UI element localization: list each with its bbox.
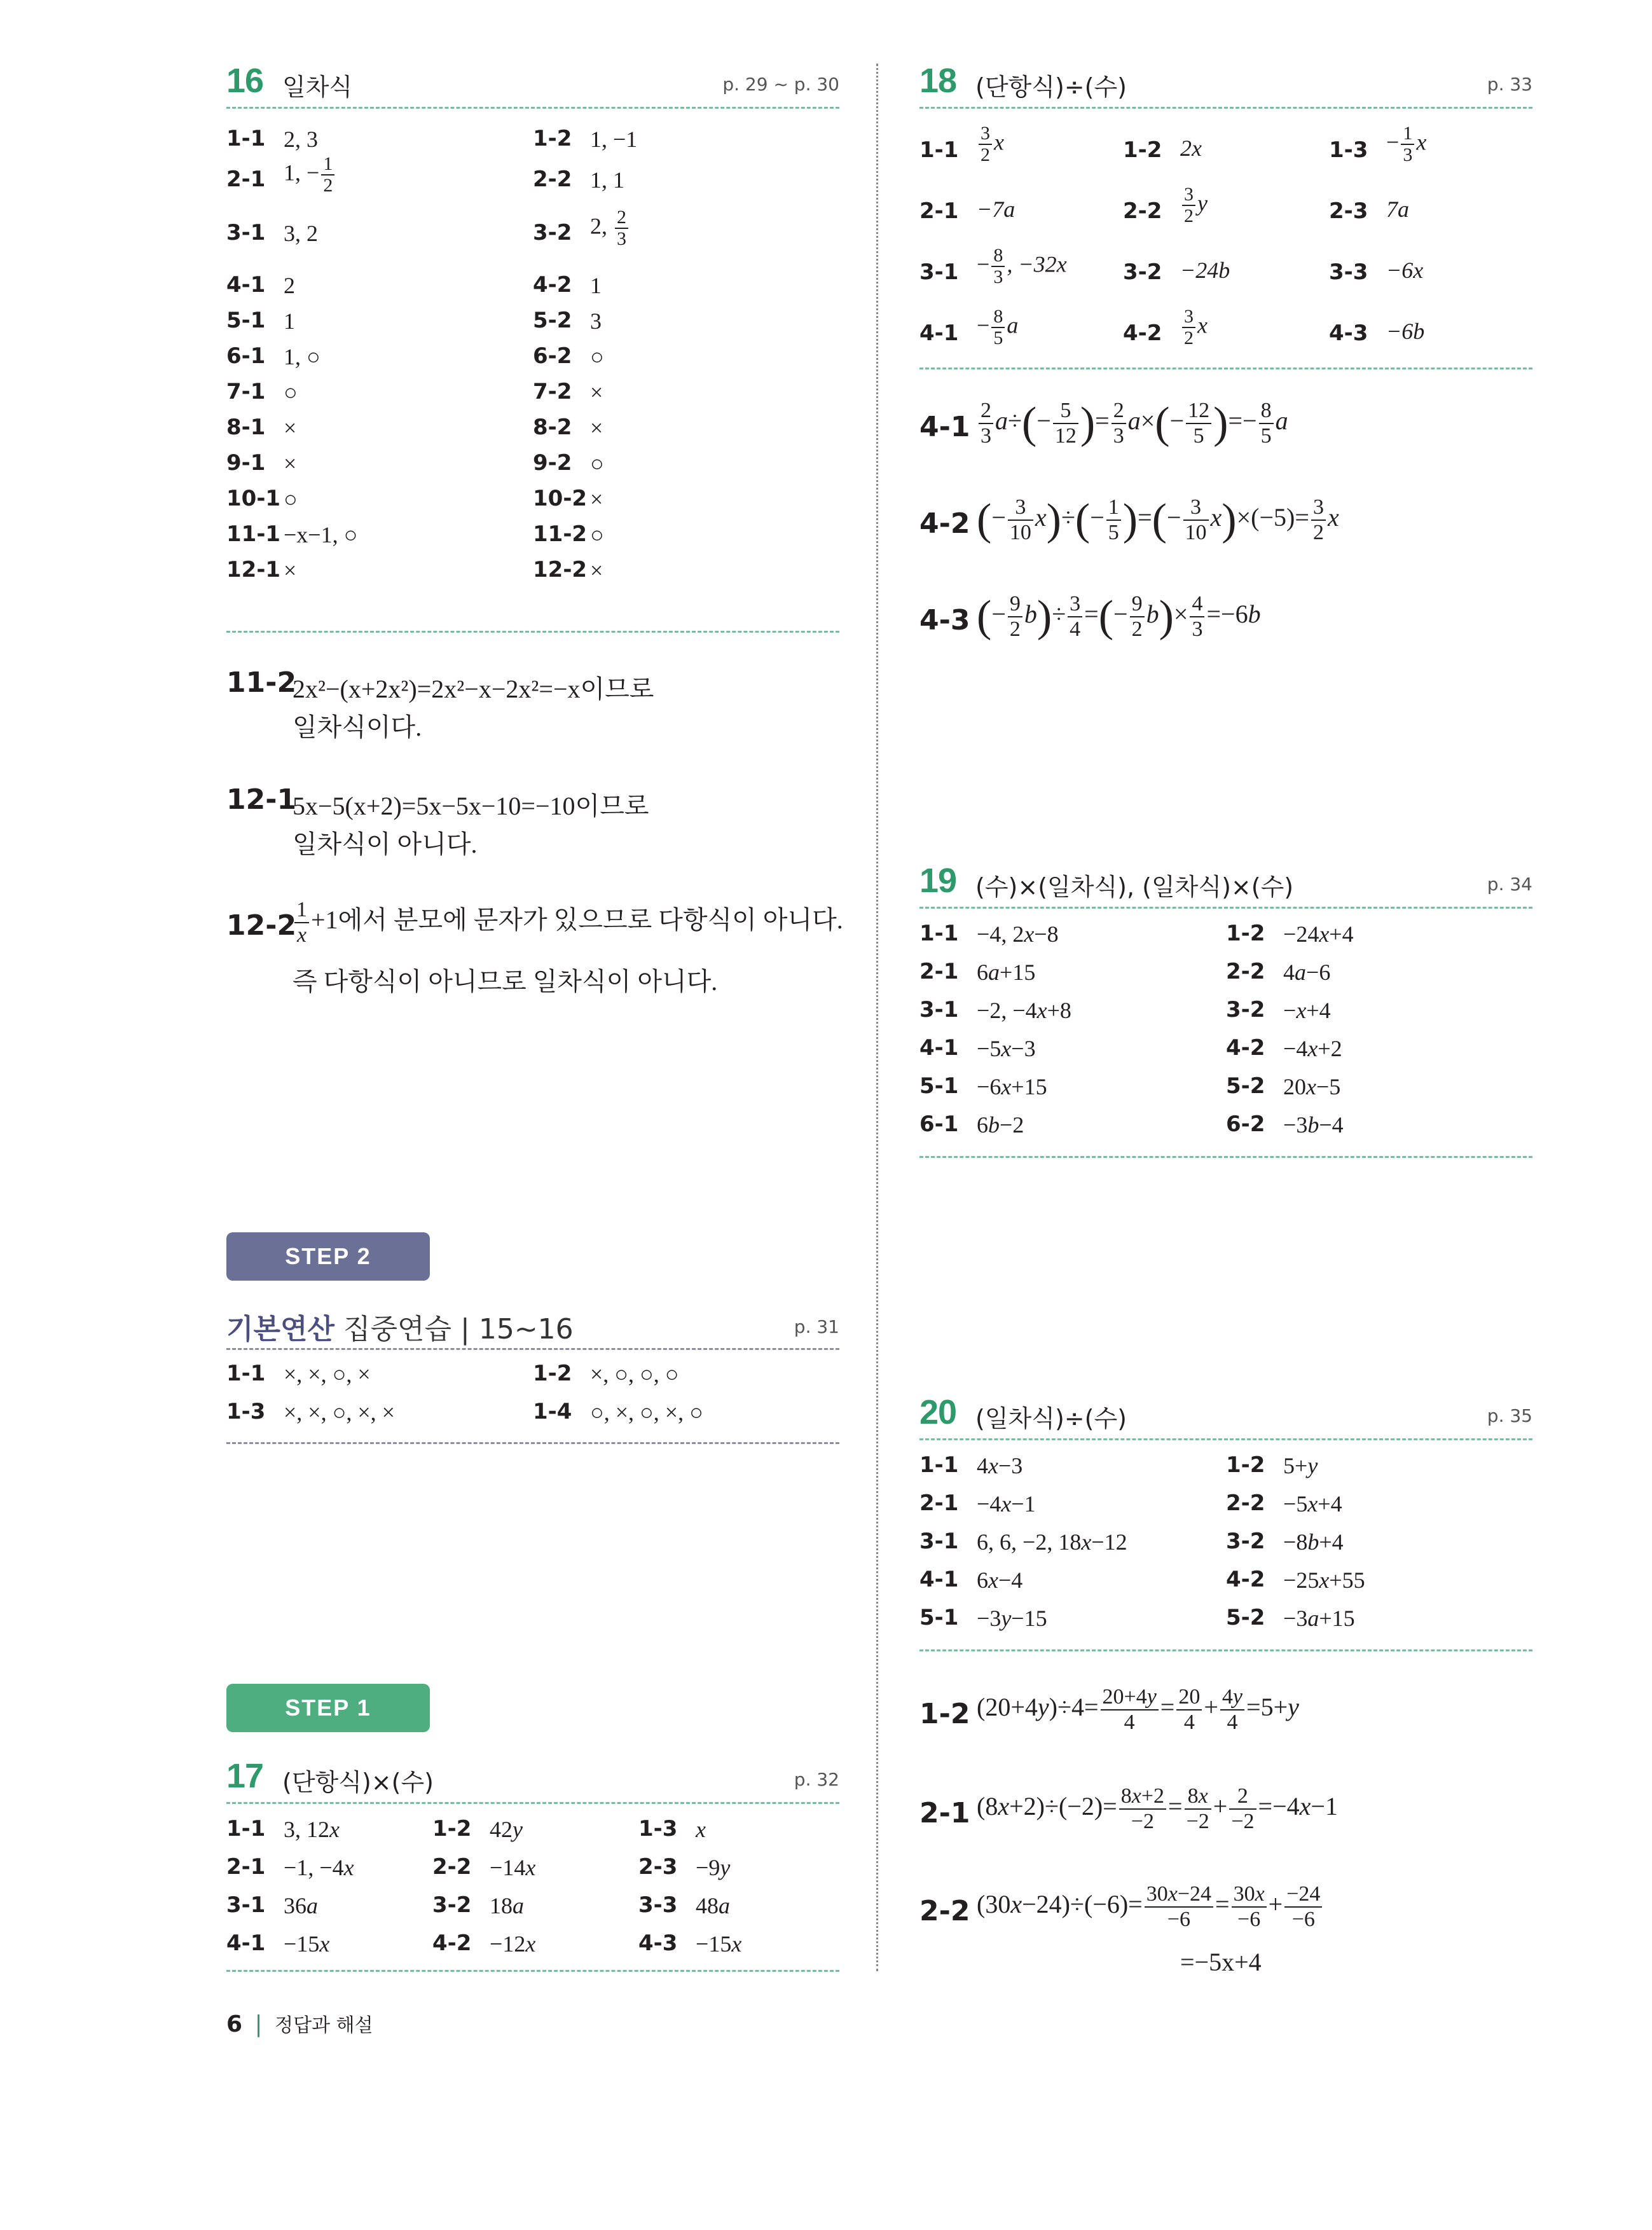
item-label: 11-2 <box>533 521 588 547</box>
section-title: (수)×(일차식), (일차식)×(수) <box>975 873 1294 901</box>
section-19-header <box>919 862 1532 902</box>
answer-text: × <box>590 486 603 512</box>
item-label: 2-3 <box>1329 198 1368 224</box>
answer-value: −x+4 <box>1283 998 1331 1023</box>
answer-value: −24x+4 <box>1283 921 1354 947</box>
explanation-text: $\frac{1}{x}$ +1에서 분모에 문자가 있으므로 다항식이 아니다. <box>293 898 843 947</box>
answer-value: ×, ○, ○, ○ <box>590 1361 679 1387</box>
item-label: 5-1 <box>919 1605 959 1630</box>
item-label: 3-3 <box>1329 259 1368 285</box>
explanation-label: 4-1 <box>919 411 970 443</box>
item-label: 8-1 <box>226 415 266 440</box>
section-title: 일차식 <box>282 73 353 101</box>
section-number: 19 <box>919 862 957 900</box>
answer-text: −x−1, ○ <box>284 522 358 547</box>
item-label: 4-1 <box>226 272 266 298</box>
answer-value: −5x+4 <box>1283 1491 1342 1517</box>
equals: = <box>1168 1792 1183 1821</box>
denominator: −2 <box>1131 1810 1154 1833</box>
answer-value <box>284 126 318 153</box>
item-label: 9-1 <box>226 450 266 476</box>
item-label: 12-2 <box>533 557 588 582</box>
fraction <box>1229 1784 1256 1834</box>
expr-part: =5+y <box>1246 1693 1299 1722</box>
item-label: 3-2 <box>432 1892 472 1918</box>
item-label: 5-1 <box>226 308 266 333</box>
divider <box>226 631 839 633</box>
answer-text: × <box>590 380 603 405</box>
answer-value <box>590 272 602 299</box>
item-label: 2-1 <box>919 198 959 224</box>
answer-value <box>590 379 603 406</box>
denominator: −6 <box>1291 1908 1315 1931</box>
section-18-header <box>919 62 1532 102</box>
item-label: 2-1 <box>919 1490 959 1516</box>
item-label: 4-1 <box>226 1931 266 1956</box>
item-label: 4-2 <box>533 272 572 298</box>
answer-value: 6b−2 <box>977 1112 1024 1138</box>
item-label: 3-2 <box>1226 1529 1265 1554</box>
explanation-math <box>977 1685 1299 1735</box>
item-label: 1-1 <box>919 921 959 946</box>
answer-value: 4x−3 <box>977 1453 1023 1478</box>
answer-text: 2, <box>590 213 613 239</box>
fraction <box>1119 1784 1166 1834</box>
title-rest: 집중연습 | 15~16 <box>343 1313 574 1346</box>
item-label: 2-2 <box>1226 1490 1265 1516</box>
answer-value <box>590 415 603 441</box>
answer-text: × <box>284 415 297 441</box>
answer-value: 4a−6 <box>1283 960 1331 985</box>
answer-value: 6x−4 <box>977 1567 1023 1593</box>
item-label: 3-1 <box>226 1892 266 1918</box>
answer-value: −12x <box>490 1931 536 1957</box>
item-label: 6-2 <box>533 343 572 369</box>
page-reference: p. 31 <box>794 1316 839 1337</box>
fraction <box>1220 1685 1244 1735</box>
answer-value: −14x <box>490 1855 536 1880</box>
item-label: 2-3 <box>638 1854 678 1880</box>
answer-value: −8b+4 <box>1283 1529 1344 1555</box>
page-reference: p. 34 <box>1487 874 1532 895</box>
answer-text: × <box>590 558 603 583</box>
item-label: 1-4 <box>533 1399 572 1424</box>
numerator: 8x <box>1185 1784 1211 1810</box>
answer-value: −4x+2 <box>1283 1036 1342 1061</box>
fraction <box>1185 1784 1211 1834</box>
answer-value: −5x−3 <box>977 1036 1036 1061</box>
fraction <box>1101 1685 1159 1735</box>
item-label: 3-2 <box>533 220 572 245</box>
denominator: −6 <box>1167 1908 1190 1931</box>
item-label: 3-1 <box>919 997 959 1022</box>
item-label: 5-2 <box>1226 1605 1265 1630</box>
plus: + <box>1204 1693 1218 1722</box>
divider <box>919 1649 1532 1651</box>
page-reference: p. 33 <box>1487 74 1532 95</box>
item-label: 3-3 <box>638 1892 678 1918</box>
fraction <box>1176 1685 1202 1735</box>
answer-value: − $\frac{8}{3}$ , −32x <box>977 245 1067 287</box>
explanation-math <box>977 1784 1338 1834</box>
denominator: −2 <box>1231 1810 1255 1833</box>
item-label: 1-2 <box>1226 921 1265 946</box>
answer-value <box>284 154 336 196</box>
fraction <box>1145 1882 1213 1932</box>
answer-value <box>284 272 295 299</box>
step-2-title <box>226 1306 574 1347</box>
item-label: 9-2 <box>533 450 572 476</box>
answer-value: 6a+15 <box>977 960 1036 985</box>
answer-value: $\frac{3}{2}$ x <box>977 123 1004 165</box>
explanation-label: 11-2 <box>226 666 297 699</box>
answer-value: −15x <box>284 1931 330 1957</box>
answer-value <box>284 379 298 406</box>
section-number: 17 <box>226 1757 264 1795</box>
item-label: 3-1 <box>919 259 959 285</box>
explanation-label: 4-2 <box>919 507 970 540</box>
item-label: 2-2 <box>1123 198 1162 224</box>
item-label: 2-2 <box>1226 959 1265 984</box>
section-title: (단항식)÷(수) <box>975 73 1127 101</box>
answer-value: x <box>696 1817 706 1842</box>
answer-text: 1 <box>284 308 295 334</box>
answer-text: ○ <box>590 522 604 547</box>
answer-value: −3y−15 <box>977 1606 1047 1631</box>
item-label: 6-2 <box>1226 1112 1265 1137</box>
answer-value: 5+y <box>1283 1453 1318 1478</box>
item-label: 4-3 <box>1329 320 1368 346</box>
answer-value: −3a+15 <box>1283 1606 1355 1631</box>
explanation-text: 2x²−(x+2x²)=2x²−x−2x²=−x이므로 <box>293 675 654 703</box>
item-label: 4-2 <box>432 1931 472 1956</box>
denominator: −6 <box>1237 1908 1261 1931</box>
explanation-text: 일차식이다. <box>293 713 422 741</box>
item-label: 5-2 <box>533 308 572 333</box>
page-reference: p. 35 <box>1487 1405 1532 1426</box>
answer-text: 2, 3 <box>284 127 318 152</box>
explanation-math: (− $\frac{3}{10}$ x)÷(− $\frac{1}{5}$ )=(− $\frac{3}{10}$ x)×(−5)= $\frac{3}{2}$ x <box>977 495 1339 544</box>
answer-value <box>590 450 604 477</box>
item-label: 10-2 <box>533 486 588 511</box>
plus: + <box>1213 1792 1228 1821</box>
equals: = <box>1160 1693 1175 1722</box>
answer-value: −6x <box>1386 258 1424 283</box>
item-label: 6-1 <box>919 1112 959 1137</box>
denominator: −2 <box>1186 1810 1209 1833</box>
numerator: 2 <box>1229 1784 1256 1810</box>
explanation-label: 2-1 <box>919 1797 970 1829</box>
plus: + <box>1268 1890 1283 1919</box>
item-label: 1-1 <box>226 1361 266 1386</box>
item-label: 1-2 <box>533 126 572 151</box>
divider <box>226 1802 839 1804</box>
numerator: 8x+2 <box>1119 1784 1166 1810</box>
divider <box>919 107 1532 109</box>
answer-value <box>590 167 624 193</box>
footer-separator: | <box>254 2011 263 2037</box>
numerator: 20 <box>1176 1685 1202 1710</box>
answer-value: −2, −4x+8 <box>977 998 1071 1023</box>
answer-value <box>284 521 357 548</box>
divider <box>919 368 1532 369</box>
denominator: 2 <box>323 175 333 196</box>
explanation-label: 2-2 <box>919 1895 970 1927</box>
item-label: 4-1 <box>919 1035 959 1061</box>
answer-value <box>284 557 296 584</box>
divider <box>226 107 839 109</box>
answer-text: 2 <box>284 273 295 298</box>
item-label: 7-2 <box>533 379 572 404</box>
page-reference: p. 32 <box>794 1769 839 1790</box>
numerator: −24 <box>1284 1882 1322 1908</box>
numerator: 2 <box>615 207 628 229</box>
answer-value: ○, ×, ○, ×, ○ <box>590 1400 703 1425</box>
equals: = <box>1215 1890 1230 1919</box>
answer-value: 18a <box>490 1893 524 1918</box>
expr-part: =−4x−1 <box>1258 1792 1338 1821</box>
answer-text: 3, 2 <box>284 221 318 246</box>
item-label: 1-1 <box>919 1452 959 1478</box>
answer-value <box>590 486 603 513</box>
section-number: 20 <box>919 1393 957 1431</box>
answer-text: 1 <box>590 273 602 298</box>
divider <box>919 1438 1532 1440</box>
item-label: 4-3 <box>638 1931 678 1956</box>
answer-text: ○ <box>284 486 298 512</box>
answer-value <box>284 308 295 334</box>
item-label: 4-1 <box>919 1567 959 1592</box>
fraction <box>1232 1882 1267 1932</box>
denominator: 4 <box>1124 1710 1135 1734</box>
answer-value: −7a <box>977 196 1015 222</box>
item-label: 1-2 <box>432 1816 472 1841</box>
section-17-header <box>226 1757 839 1797</box>
item-label: 2-2 <box>432 1854 472 1880</box>
title-bold: 기본연산 <box>226 1313 335 1346</box>
item-label: 1-2 <box>533 1361 572 1386</box>
item-label: 1-3 <box>1329 137 1368 163</box>
explanation-math: $\frac{2}{3}$ a÷(− $\frac{5}{12}$ )= $\frac{2}{3}$ a×(− $\frac{12}{5}$ )=− $\frac{8}{5}$ a <box>977 398 1288 449</box>
answer-value: $\frac{3}{2}$ y <box>1180 184 1208 226</box>
answer-value: − $\frac{8}{5}$ a <box>977 306 1019 348</box>
item-label: 10-1 <box>226 486 281 511</box>
item-label: 1-3 <box>226 1399 266 1424</box>
item-label: 1-2 <box>1123 137 1162 163</box>
explanation-label: 1-2 <box>919 1698 970 1730</box>
answer-value: −4x−1 <box>977 1491 1036 1517</box>
item-label: 3-1 <box>919 1529 959 1554</box>
fraction: $\frac{1}{x}$ <box>294 898 309 947</box>
answer-value: −15x <box>696 1931 742 1957</box>
footer-text: 정답과 해설 <box>275 2014 373 2037</box>
answer-text: × <box>284 558 297 583</box>
item-label: 1-1 <box>919 137 959 163</box>
item-label: 3-2 <box>1226 997 1265 1022</box>
answer-value <box>590 343 604 370</box>
explanation-label: 12-2 <box>226 909 297 942</box>
numerator: 4y <box>1220 1685 1244 1710</box>
answer-value <box>284 343 320 370</box>
section-20-header <box>919 1393 1532 1433</box>
explanation-continuation: =−5x+4 <box>1180 1948 1262 1976</box>
answer-value: 6, 6, −2, 18x−12 <box>977 1529 1127 1555</box>
expr-part: (20+4y)÷4= <box>977 1693 1099 1722</box>
answer-value: ×, ×, ○, × <box>284 1361 371 1387</box>
page-reference: p. 29 ~ p. 30 <box>722 74 839 95</box>
item-label: 1-3 <box>638 1816 678 1841</box>
answer-value <box>284 486 298 513</box>
answer-value <box>284 415 296 441</box>
answer-text: 1, −1 <box>590 127 638 152</box>
answer-value: 20x−5 <box>1283 1074 1341 1099</box>
item-label: 4-2 <box>1226 1035 1265 1061</box>
answer-value: −6x+15 <box>977 1074 1047 1099</box>
item-label: 8-2 <box>533 415 572 440</box>
denominator: 3 <box>617 228 626 249</box>
numerator: 30x−24 <box>1145 1882 1213 1908</box>
explanation-text: 일차식이 아니다. <box>293 830 478 858</box>
divider <box>919 1156 1532 1158</box>
denominator: 4 <box>1183 1710 1195 1734</box>
page-number: 6 <box>226 2011 243 2037</box>
fraction <box>1284 1882 1322 1932</box>
item-label: 3-1 <box>226 220 266 245</box>
explanation-text: 즉 다항식이 아니므로 일차식이 아니다. <box>293 967 718 996</box>
item-label: 2-1 <box>226 1854 266 1880</box>
answer-value <box>590 521 604 548</box>
fraction <box>321 154 334 196</box>
denominator: 4 <box>1227 1710 1238 1734</box>
explanation-label: 4-3 <box>919 604 970 637</box>
explanation-math <box>977 1882 1324 1932</box>
answer-value: −1, −4x <box>284 1855 354 1880</box>
answer-value: 7a <box>1386 196 1409 222</box>
item-label: 5-1 <box>919 1073 959 1099</box>
answer-value: 2x <box>1180 135 1202 161</box>
numerator: 1 <box>321 154 334 176</box>
expr-part: (8x+2)÷(−2)= <box>977 1792 1117 1821</box>
answer-value: −4, 2x−8 <box>977 921 1059 947</box>
answer-value: $\frac{3}{2}$ x <box>1180 306 1208 348</box>
section-number: 18 <box>919 62 957 100</box>
footer <box>226 2009 373 2037</box>
item-label: 2-1 <box>226 167 266 192</box>
divider <box>226 1970 839 1972</box>
item-label: 4-2 <box>1123 320 1162 346</box>
item-label: 1-2 <box>1226 1452 1265 1478</box>
answer-value <box>284 220 318 247</box>
item-label: 2-2 <box>533 167 572 192</box>
numerator: 20+4y <box>1101 1685 1159 1710</box>
answer-value <box>590 126 637 153</box>
item-label: 2-1 <box>919 959 959 984</box>
item-label: 7-1 <box>226 379 266 404</box>
item-label: 11-1 <box>226 521 281 547</box>
answer-value: −9y <box>696 1855 731 1880</box>
answer-text: 1, 1 <box>590 167 624 193</box>
explanation-label: 12-1 <box>226 783 297 816</box>
answer-value: − $\frac{1}{3}$ x <box>1386 123 1427 165</box>
answer-value <box>590 557 603 584</box>
expr-part: (30x−24)÷(−6)= <box>977 1890 1143 1919</box>
item-label: 4-1 <box>919 320 959 346</box>
answer-value: ×, ×, ○, ×, × <box>284 1400 395 1425</box>
column-divider <box>876 64 878 1971</box>
answer-value: −3b−4 <box>1283 1112 1344 1138</box>
divider <box>919 907 1532 909</box>
numerator: 30x <box>1232 1882 1267 1908</box>
item-label: 1-1 <box>226 126 266 151</box>
explanation-text: 5x−5(x+2)=5x−5x−10=−10이므로 <box>293 792 649 820</box>
section-title: (단항식)×(수) <box>282 1768 434 1796</box>
step-1-badge: STEP 1 <box>226 1684 430 1732</box>
divider <box>226 1442 839 1444</box>
answer-value: 36a <box>284 1893 318 1918</box>
answer-text: 1, − <box>284 160 320 186</box>
answer-text: ○ <box>590 451 604 476</box>
answer-value: −24b <box>1180 258 1230 283</box>
section-title: (일차식)÷(수) <box>975 1405 1127 1433</box>
answer-value: 3, 12x <box>284 1817 340 1842</box>
section-number: 16 <box>226 62 264 100</box>
answer-value <box>590 308 602 334</box>
step-2-badge: STEP 2 <box>226 1232 430 1281</box>
item-label: 4-2 <box>1226 1567 1265 1592</box>
answer-value <box>284 450 296 477</box>
answer-value: −6b <box>1386 319 1425 344</box>
answer-value: 48a <box>696 1893 730 1918</box>
answer-text: × <box>284 451 297 476</box>
answer-text: 1, ○ <box>284 344 320 369</box>
item-label: 3-2 <box>1123 259 1162 285</box>
answer-text: 3 <box>590 308 602 334</box>
explanation-math: (− $\frac{9}{2}$ b)÷ $\frac{3}{4}$ =(− $\frac{9}{2}$ b)× $\frac{4}{3}$ =−6b <box>977 592 1261 641</box>
item-label: 5-2 <box>1226 1073 1265 1099</box>
answer-value <box>590 207 630 249</box>
fraction <box>615 207 628 249</box>
section-16-header <box>226 62 839 102</box>
answer-value: −25x+55 <box>1283 1567 1365 1593</box>
answer-text: ○ <box>284 380 298 405</box>
divider <box>226 1348 839 1350</box>
item-label: 6-1 <box>226 343 266 369</box>
item-label: 12-1 <box>226 557 281 582</box>
answer-text: × <box>590 415 603 441</box>
answer-text: ○ <box>590 344 604 369</box>
answer-value: 42y <box>490 1817 523 1842</box>
item-label: 1-1 <box>226 1816 266 1841</box>
